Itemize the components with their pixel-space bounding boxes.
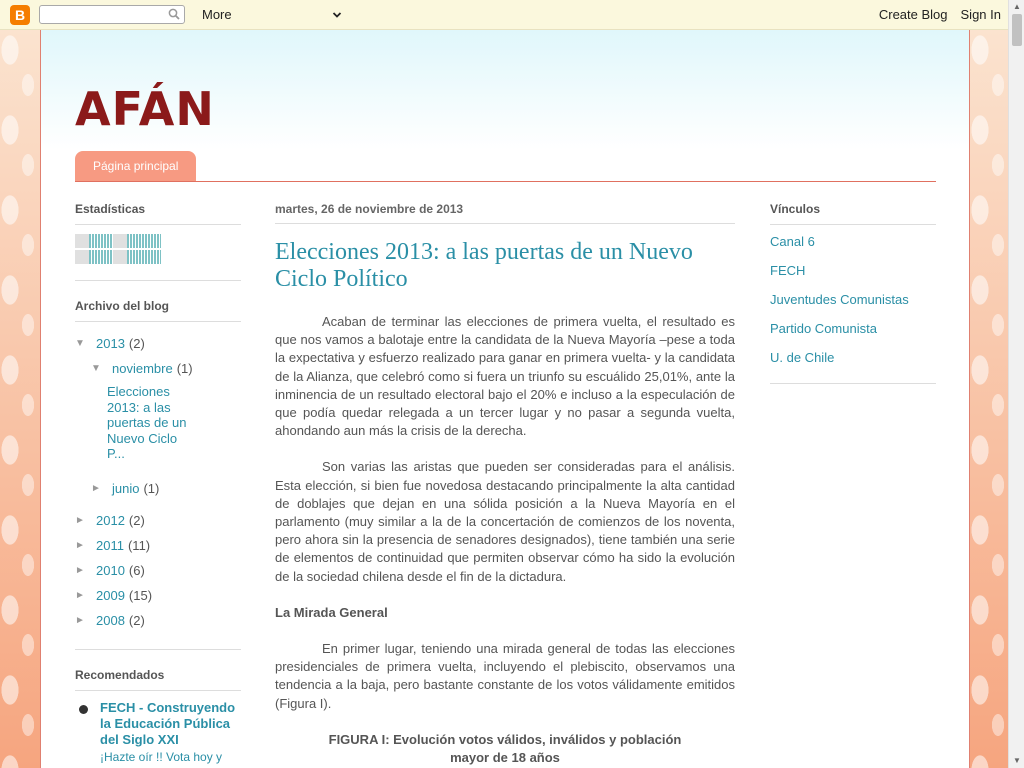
stats-image[interactable] (75, 234, 113, 248)
create-blog-link[interactable]: Create Blog (878, 7, 948, 22)
archive-count: (2) (128, 512, 145, 528)
archive-year-link[interactable]: 2009 (96, 587, 125, 603)
main-column (275, 202, 735, 767)
sign-in-link[interactable]: Sign In (960, 7, 1001, 22)
archive-count: (2) (128, 336, 145, 351)
left-background-pattern (0, 30, 40, 768)
toggle-arrow-icon[interactable]: ▼ (91, 363, 101, 374)
tab-home[interactable]: Página principal (75, 151, 196, 181)
archive-year-link[interactable]: 2013 (96, 336, 125, 351)
content-outer (40, 30, 970, 768)
search-icon[interactable] (168, 8, 180, 20)
toggle-arrow-icon[interactable]: ► (75, 589, 85, 601)
right-background-pattern (970, 30, 1008, 768)
toggle-arrow-icon[interactable]: ► (75, 614, 85, 626)
archive-count: (2) (128, 612, 145, 628)
scroll-down-icon[interactable]: ▼ (1013, 756, 1021, 765)
link-item[interactable]: U. de Chile (770, 350, 835, 365)
toggle-arrow-icon[interactable]: ► (75, 564, 85, 576)
archive-year-2011 (75, 533, 241, 558)
blogger-logo-icon[interactable]: B (10, 5, 30, 25)
recommended-item (75, 700, 241, 764)
scroll-thumb[interactable] (1012, 14, 1022, 46)
blogger-navbar (0, 0, 1008, 30)
sidebar-right (770, 202, 936, 384)
link-item[interactable]: Canal 6 (770, 234, 815, 249)
scroll-up-icon[interactable]: ▲ (1013, 2, 1021, 11)
archive-year-2010 (75, 558, 241, 583)
links-title: Vínculos (770, 202, 936, 225)
more-dropdown-label: More (202, 7, 232, 22)
bullet-icon (79, 705, 88, 714)
stats-image[interactable] (113, 250, 161, 264)
archive-month-noviembre (75, 356, 241, 381)
archive-year-link[interactable]: 2012 (96, 512, 125, 528)
archive-month-junio (75, 476, 241, 501)
page-tabs (75, 151, 936, 182)
recommended-widget (75, 668, 241, 764)
archive-month-link[interactable]: junio (112, 480, 140, 496)
stats-images[interactable] (75, 234, 241, 264)
toggle-arrow-icon[interactable]: ► (75, 539, 85, 551)
navbar-search (39, 5, 185, 24)
navbar-actions (879, 7, 1001, 22)
post-body (275, 313, 735, 767)
toggle-arrow-icon[interactable]: ► (75, 514, 85, 526)
archive-year-2012 (75, 508, 241, 533)
archive-post-link[interactable]: Elecciones 2013: a las puertas de un Nuevo Ciclo P... (107, 384, 187, 461)
recommended-item-title[interactable]: FECH - Construyendo la Educación Pública del Siglo XXI (100, 699, 236, 747)
archive-year-link[interactable]: 2011 (96, 537, 124, 553)
recommended-title: Recomendados (75, 668, 241, 691)
stats-title: Estadísticas (75, 202, 241, 225)
link-item[interactable]: Partido Comunista (770, 321, 877, 336)
post-subheading: La Mirada General (275, 604, 388, 620)
archive-year-2009 (75, 583, 241, 608)
archive-year-2008 (75, 608, 241, 633)
search-input[interactable] (40, 6, 160, 23)
post-paragraph: En primer lugar, teniendo una mirada general de todas las elecciones presidenciales de primera vuelta, incluyendo el plebiscito, observamos una tendencia a la baja, pero bastante constante de los votos válidamente emitidos (Figura I). (275, 641, 735, 711)
archive-year-link[interactable]: 2008 (96, 612, 125, 628)
archive-count: (1) (143, 480, 160, 496)
stats-image[interactable] (113, 234, 161, 248)
archive-month-link[interactable]: noviembre (112, 361, 173, 376)
post-paragraph: Acaban de terminar las elecciones de primera vuelta, el resultado es que nos vamos a balotaje entre la candidata de la Nueva Mayoría –pese a toda la expectativa y esfuerzo realizado para ganar en primera vuelta- y la candidata de la Alianza, que celebró como si fuera un triunfo su escuálido 25,01%, ante la inminencia de un resultado electoral bajo el 20% e incluso a la especulación de que podía quedar relegada a un tercer lugar y no pasar a segunda vuelta, ahondando aun más la crisis de la derecha. (275, 314, 735, 439)
sidebar-left (75, 202, 241, 764)
archive-count: (11) (127, 537, 151, 553)
more-dropdown[interactable] (202, 7, 342, 22)
post-date: martes, 26 de noviembre de 2013 (275, 202, 735, 224)
archive-title: Archivo del blog (75, 299, 241, 322)
toggle-arrow-icon[interactable]: ▼ (75, 338, 85, 349)
blog-title[interactable]: AFÁN (75, 82, 215, 136)
page-scrollbar[interactable] (1008, 0, 1024, 768)
post-paragraph: Son varias las aristas que pueden ser consideradas para el análisis. Esta elección, si bien fue novedosa destacando principalmente la alta cantidad de doblajes que dejan en una sólida posición a la Nueva Mayoría en el parlamento (muy similar a la de la concertación de comienzos de los noventa, pero ahora sin la presencia de senadores designados), tiene también una serie de elementos de continuidad que permiten observar cómo ha sido la evolución de la sociedad chilena desde el fin de la dictadura. (275, 459, 735, 584)
chevron-down-icon (332, 10, 342, 20)
recommended-item-snippet[interactable]: ¡Hazte oír !! Vota hoy y (100, 749, 223, 764)
archive-year-2013 (75, 331, 241, 356)
toggle-arrow-icon[interactable]: ► (91, 482, 101, 494)
archive-count: (1) (176, 361, 193, 376)
archive-year-link[interactable]: 2010 (96, 562, 125, 578)
links-list (770, 234, 936, 384)
stats-image[interactable] (75, 250, 113, 264)
link-item[interactable]: FECH (770, 263, 806, 278)
archive-widget (75, 299, 241, 650)
archive-count: (6) (128, 562, 145, 578)
figure-caption: FIGURA I: Evolución votos válidos, inválidos y población mayor de 18 años (328, 731, 682, 765)
stats-widget (75, 202, 241, 281)
archive-count: (15) (128, 587, 153, 603)
link-item[interactable]: Juventudes Comunistas (770, 292, 909, 307)
post-title[interactable]: Elecciones 2013: a las puertas de un Nuevo Ciclo Político (275, 239, 693, 292)
